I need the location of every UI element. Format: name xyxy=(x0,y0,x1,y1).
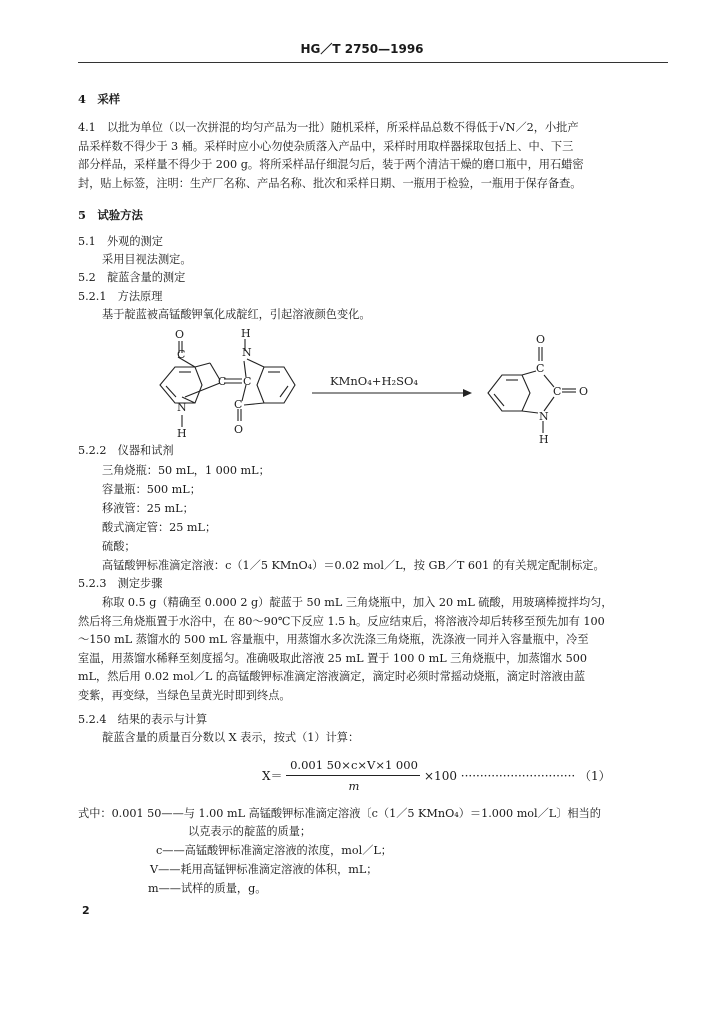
indigo-oxidation-reaction-diagram xyxy=(130,325,640,445)
procedure-line: ～150 mL 蒸馏水的 500 mL 容量瓶中，用蒸馏水多次洗涤三角烧瓶，洗涤液一同并入容量瓶中，冷至 xyxy=(78,633,589,646)
atom-label-H: H xyxy=(177,427,187,440)
atom-label-H: H xyxy=(539,433,549,445)
where-line-1-cont: 以克表示的靛蓝的质量； xyxy=(188,825,312,838)
atom-label-O: O xyxy=(175,328,185,341)
standard-code: HG／T 2750—1996 xyxy=(300,42,424,56)
p41-line: 4.1 以批为单位（以一次拼混的均匀产品为一批）随机采样，所采样品总数不得低于√N／2，小批产 xyxy=(78,121,579,134)
atom-label-C: C xyxy=(536,362,545,375)
procedure-line: mL，然后用 0.02 mol／L 的高锰酸钾标准滴定溶液滴定，滴定时必须时常摇动烧瓶，滴定时溶液由蓝 xyxy=(78,670,586,683)
atom-label-N: N xyxy=(177,401,187,414)
p41-line: 封，贴上标签，注明：生产厂名称、产品名称、批次和采样日期、一瓶用于检验，一瓶用于保存备查。 xyxy=(78,176,582,190)
fraction-bar xyxy=(286,775,420,776)
atom-label-C: C xyxy=(243,375,252,388)
procedure-paragraph xyxy=(78,594,672,705)
list-item: 移液管：25 mL； xyxy=(102,502,194,515)
section-5-1-text: 采用目视法测定。 xyxy=(102,253,192,266)
apparatus-list xyxy=(102,461,605,575)
list-item: 高锰酸钾标准滴定溶液：c（1／5 KMnO₄）＝0.02 mol／L，按 GB／T 601 的有关规定配制标定。 xyxy=(102,559,605,572)
section-5-1-title: 5.1 外观的测定 xyxy=(78,235,163,248)
section-5-title: 5 试验方法 xyxy=(78,208,143,222)
section-5-2-4-title: 5.2.4 结果的表示与计算 xyxy=(78,713,208,726)
atom-label-O: O xyxy=(579,385,589,398)
p41-line: 部分样品，采样量不得少于 200 g。将所采样品仔细混匀后，装于两个清洁干燥的磨口瓶中，用石蜡密 xyxy=(78,158,584,171)
atom-label-C: C xyxy=(218,375,227,388)
where-line-2: c——高锰酸钾标准滴定溶液的浓度，mol／L； xyxy=(156,844,392,857)
page-number: 2 xyxy=(82,904,90,917)
formula-lhs: X＝ xyxy=(262,769,283,783)
section-5-2-3-title: 5.2.3 测定步骤 xyxy=(78,577,163,590)
isatin-structure xyxy=(488,347,576,433)
atom-label-C: C xyxy=(553,385,562,398)
atom-label-C: C xyxy=(234,398,243,411)
section-5-2-1-text: 基于靛蓝被高锰酸钾氧化成靛红，引起溶液颜色变化。 xyxy=(102,308,371,321)
section-5-2-4-text: 靛蓝含量的质量百分数以 X 表示，按式（1）计算： xyxy=(102,731,360,744)
atom-label-N: N xyxy=(242,346,252,359)
atom-label-H: H xyxy=(241,327,251,340)
where-line-1: 式中：0.001 50——与 1.00 mL 高锰酸钾标准滴定溶液〔c（1／5 KMnO₄）＝1.000 mol／L〕相当的 xyxy=(78,807,601,820)
list-item: 三角烧瓶：50 mL，1 000 mL； xyxy=(102,464,270,477)
p41-line: 品采样数不得少于 3 桶。采样时应小心勿使杂质落入产品中，采样时用取样器採取包括上、中、下三 xyxy=(78,139,574,153)
reagent-label: KMnO₄+H₂SO₄ xyxy=(330,374,419,388)
procedure-line: 然后将三角烧瓶置于水浴中，在 80～90℃下反应 1.5 h。反应结束后，将溶液冷却后转移至预先加有 100 xyxy=(78,614,605,628)
atom-label-N: N xyxy=(539,410,549,423)
list-item: 酸式滴定管：25 mL； xyxy=(102,521,217,534)
section-4-1-paragraph xyxy=(78,119,672,193)
procedure-line: 变紫，再变绿，当绿色呈黄光时即到终点。 xyxy=(78,688,291,702)
list-item: 硫酸； xyxy=(102,540,136,553)
header-rule xyxy=(78,62,668,63)
where-line-4: m——试样的质量，g。 xyxy=(148,882,267,895)
procedure-line: 称取 0.5 g（精确至 0.000 2 g）靛蓝于 50 mL 三角烧瓶中，加入 20 mL 硫酸，用玻璃棒搅拌均匀， xyxy=(102,596,613,609)
atom-label-C: C xyxy=(177,348,186,361)
section-5-2-title: 5.2 靛蓝含量的测定 xyxy=(78,271,186,284)
atom-label-O: O xyxy=(536,333,546,346)
where-line-3: V——耗用高锰钾标准滴定溶液的体积，mL； xyxy=(150,863,378,876)
section-4-title: 4 采样 xyxy=(78,92,121,106)
atom-label-O: O xyxy=(234,423,244,436)
formula-denominator: m xyxy=(348,779,360,793)
list-item: 容量瓶：500 mL； xyxy=(102,483,201,496)
formula-tail: ×100 ······························ （1） xyxy=(424,769,611,783)
section-5-2-1-title: 5.2.1 方法原理 xyxy=(78,290,163,303)
formula-numerator: 0.001 50×c×V×1 000 xyxy=(290,758,418,772)
section-5-2-2-title: 5.2.2 仪器和试剂 xyxy=(78,444,174,457)
procedure-line: 室温，用蒸馏水稀释至刻度摇匀。准确吸取此溶液 25 mL 置于 100 0 mL 三角烧瓶中，加蒸馏水 500 xyxy=(78,651,587,665)
arrow-head xyxy=(463,389,472,397)
